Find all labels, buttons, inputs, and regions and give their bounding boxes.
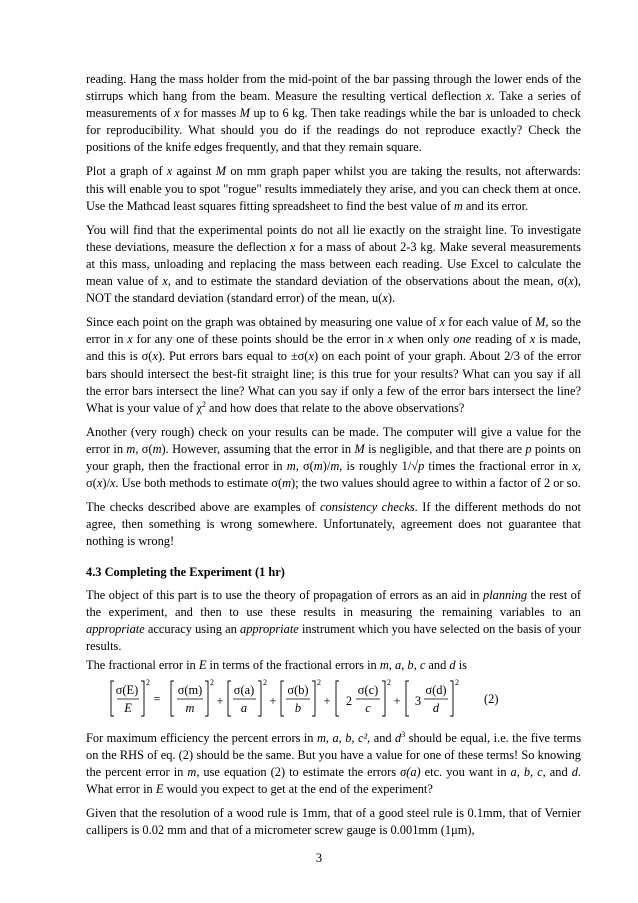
equation-lhs-numerator: σ(E) (115, 683, 139, 697)
paragraph-rough-check: Another (very rough) check on your results can be made. The computer will give a value for the error in m, σ(m). However, assuming that the error in M is negligible, and that there are p points on your graph, then the fractional error in m, σ(m)/m, is roughly 1/√p times the fractional error in x, σ(x)/x. Use both methods to estimate σ(m); the two values should agree to within a factor of 2 or so. (86, 424, 581, 491)
paragraph-resolution: Given that the resolution of a wood rule is 1mm, that of a good steel rule is 0.1mm, that of Vernier callipers is 0.02 mm and that of a micrometer screw gauge is 0.001mm (1μm), (86, 806, 581, 838)
equation-term-d-power: 2 (455, 678, 459, 687)
paragraph-maximum-efficiency: For maximum efficiency the percent errors in m, a, b, c², and $d^3$ should be equal, i.e. the five terms on the RHS of eq. (2) should be the same. But you have a value for one of these terms! So knowing the percent error in m, use equation (2) to estimate the errors σ(a) etc. you want in a, b, c, and d. What error in E would you expect to get at the end of the experiment? (86, 729, 582, 797)
equation-plus-sign: + (269, 694, 277, 708)
equation-2 (86, 676, 581, 724)
paragraph-plot-graph: Plot a graph of x against M on mm graph paper whilst you are taking the results, not afterwards: this will enable you to spot "rogue" results immediately they arise, and you can check them at once. Use the Mathcad least squares fitting spreadsheet to find the best value of m and its error. (86, 164, 581, 213)
equation-term-c-denominator: c (365, 701, 371, 715)
equation-term-a-denominator: a (240, 701, 248, 715)
equation-term-b-power: 2 (317, 678, 321, 687)
equation-plus-sign: + (216, 694, 224, 708)
equation-number-label: (2) (484, 692, 499, 706)
equation-plus-sign: + (393, 694, 401, 708)
equation-term-m (171, 678, 214, 716)
equation-term-b-numerator: σ(b) (287, 683, 309, 697)
equation-plus-sign: + (323, 694, 331, 708)
equation-term-d-coefficient: 3 (414, 694, 422, 708)
paragraph-deviations: You will find that the experimental points do not all lie exactly on the straight line. To investigate these deviations, measure the deflection x for a mass of about 2-3 kg. Make several measurements at this mass, unloading and replacing the mass between each reading. Use Excel to calculate the mean value of x, and to estimate the standard deviation of the observations about the mean, σ(x), NOT the standard deviation (standard error) of the mean, u(x). (86, 222, 581, 306)
paragraph-consistency-checks: The checks described above are examples of consistency checks. If the different methods do not agree, then something is wrong somewhere. Unfortunately, agreement does not guarantee that nothing is wrong! (86, 500, 581, 549)
paragraph-measurement-procedure: reading. Hang the mass holder from the mid-point of the bar passing through the lower ends of the stirrups which hang from the beam. Measure the resulting vertical deflection x. Take a series of measurements of x for masses M up to 6 kg. Then take readings while the bar is unloaded to check for reproducibility. What should you do if the readings do not reproduce exactly? Check the positions of the knife edges frequently, and that they remain square. (86, 72, 581, 155)
equation-term-m-power: 2 (210, 678, 214, 687)
equation-term-d-denominator: d (432, 701, 440, 715)
equation-term-b (281, 678, 321, 716)
equation-svg (86, 676, 581, 724)
equation-term-d-numerator: σ(d) (425, 683, 447, 697)
equation-term-m-denominator: m (185, 701, 195, 715)
equation-term-c-numerator: σ(c) (357, 683, 379, 697)
paragraph-fractional-error-intro: The fractional error in E in terms of the fractional errors in m, a, b, c and d is (86, 657, 467, 672)
document-page (86, 71, 581, 847)
equation-lhs-term (111, 678, 150, 716)
section-heading: 4.3 Completing the Experiment (1 hr) (86, 565, 285, 580)
equation-term-m-numerator: σ(m) (177, 683, 203, 697)
equation-term-c-coefficient: 2 (345, 694, 353, 708)
equation-term-c-power: 2 (387, 678, 391, 687)
page-number: 3 (315, 851, 323, 865)
equation-term-c (336, 678, 391, 716)
paragraph-planning: The object of this part is to use the theory of propagation of errors as an aid in planning the rest of the experiment, and then to use these results in measuring the remaining variables to an appropriate accuracy using an appropriate instrument which you have selected on the basis of your results. (86, 587, 582, 653)
equation-term-d (406, 678, 459, 716)
equation-term-b-denominator: b (294, 701, 302, 715)
equation-term-a-power: 2 (263, 678, 267, 687)
equation-term-a-numerator: σ(a) (233, 683, 255, 697)
equation-term-a (228, 678, 267, 716)
equation-equals-sign: = (153, 692, 161, 706)
paragraph-error-bars: Since each point on the graph was obtained by measuring one value of x for each value of M, so the error in x for any one of these points should be the error in x when only one reading of x is made, and this is σ(x). Put errors bars equal to ±σ(x) on each point of your graph. About 2/3 of the error bars should intersect the best-fit straight line; is this true for your results? What can you say if all the error bars intersect the line? What can you say if only a few of the error bars intersect the line? What is your value of $\chi^2$ and how does that relate to the above observations? (86, 315, 582, 415)
equation-lhs-denominator: E (124, 701, 132, 715)
equation-lhs-power: 2 (146, 678, 150, 687)
